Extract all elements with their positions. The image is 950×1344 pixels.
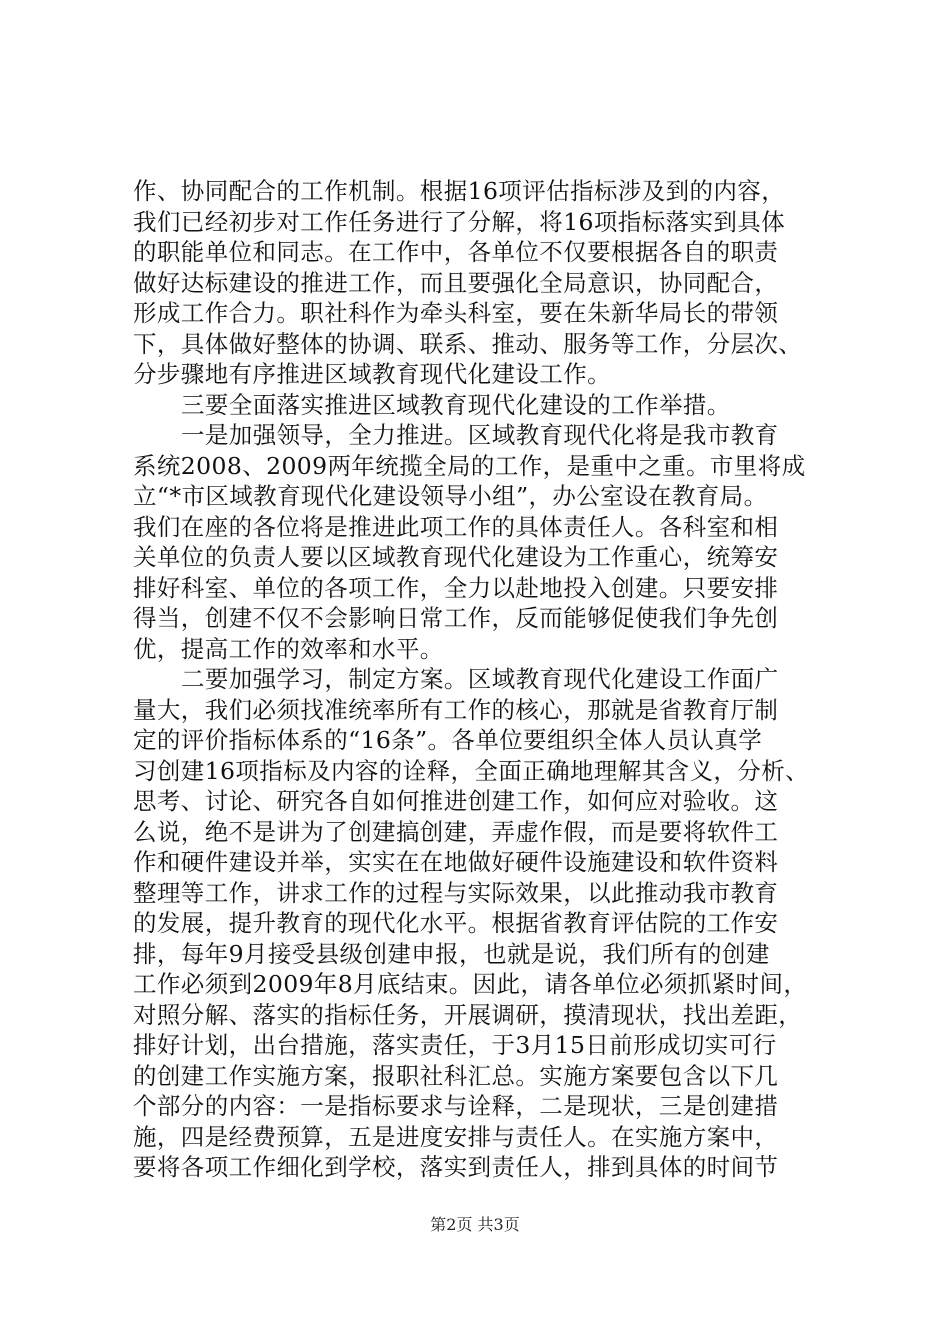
- text-line: 排，每年9月接受县级创建申报，也就是说，我们所有的创建: [133, 939, 770, 968]
- text-line: 的职能单位和同志。在工作中，各单位不仅要根据各自的职责: [133, 238, 779, 266]
- text-line: 我们已经初步对工作任务进行了分解，将16项指标落实到具体: [133, 207, 786, 236]
- text-line: 排好计划，出台措施，落实责任，于3月15日前形成切实可行: [133, 1031, 777, 1059]
- text-line: 思考、讨论、研究各自如何推进创建工作，如何应对验收。这: [133, 787, 779, 815]
- text-line: 形成工作合力。职社科作为牵头科室，要在朱新华局长的带领: [133, 299, 779, 327]
- text-line: 得当，创建不仅不会影响日常工作，反而能够促使我们争先创: [133, 604, 779, 632]
- paragraph-start-line: 三要全面落实推进区域教育现代化建设的工作举措。: [181, 390, 731, 419]
- text-line: 工作必须到2009年8月底结束。因此，请各单位必须抓紧时间，: [133, 970, 808, 998]
- text-line: 量大，我们必须找准统率所有工作的核心，那就是省教育厅制: [133, 695, 779, 724]
- text-line: 作和硬件建设并举，实实在在地做好硬件设施建设和软件资料: [133, 848, 779, 876]
- text-line: 定的评价指标体系的“16条”。各单位要组织全体人员认真学: [133, 726, 763, 754]
- paragraph-start-line: 二要加强学习，制定方案。区域教育现代化建设工作面广: [181, 665, 779, 693]
- text-line: 个部分的内容：一是指标要求与诠释，二是现状，三是创建措: [133, 1092, 779, 1120]
- text-line: 施，四是经费预算，五是进度安排与责任人。在实施方案中，: [133, 1122, 779, 1151]
- text-line: 优，提高工作的效率和水平。: [133, 634, 444, 663]
- text-line: 么说，绝不是讲为了创建搞创建，弄虚作假，而是要将软件工: [133, 817, 779, 846]
- text-line: 下，具体做好整体的协调、联系、推动、服务等工作，分层次、: [133, 329, 803, 358]
- document-body: [133, 176, 823, 1183]
- text-line: 的创建工作实施方案，报职社科汇总。实施方案要包含以下几: [133, 1061, 779, 1090]
- text-line: 分步骤地有序推进区域教育现代化建设工作。: [133, 360, 611, 388]
- text-line: 关单位的负责人要以区域教育现代化建设为工作重心，统筹安: [133, 543, 779, 571]
- text-line: 立“*市区域教育现代化建设领导小组”，办公室设在教育局。: [133, 482, 768, 510]
- page-footer: [0, 1212, 950, 1235]
- text-line: 要将各项工作细化到学校，落实到责任人，排到具体的时间节: [133, 1153, 779, 1181]
- text-line: 习创建16项指标及内容的诠释，全面正确地理解其含义，分析、: [133, 756, 810, 785]
- text-line: 的发展，提升教育的现代化水平。根据省教育评估院的工作安: [133, 909, 779, 937]
- text-line: 对照分解、落实的指标任务，开展调研，摸清现状，找出差距，: [133, 1000, 803, 1029]
- text-line: 做好达标建设的推进工作，而且要强化全局意识，协同配合，: [133, 268, 779, 297]
- text-line: 整理等工作，讲求工作的过程与实际效果，以此推动我市教育: [133, 878, 779, 907]
- text-line: 排好科室、单位的各项工作，全力以赴地投入创建。只要安排: [133, 573, 779, 602]
- text-line: 系统2008、2009两年统揽全局的工作，是重中之重。市里将成: [133, 451, 806, 480]
- text-line: 我们在座的各位将是推进此项工作的具体责任人。各科室和相: [133, 512, 779, 541]
- paragraph-start-line: 一是加强领导，全力推进。区域教育现代化将是我市教育: [181, 421, 779, 449]
- text-line: 作、协同配合的工作机制。根据16项评估指标涉及到的内容，: [133, 177, 786, 205]
- page-number-label: 第2页 共3页: [430, 1215, 520, 1234]
